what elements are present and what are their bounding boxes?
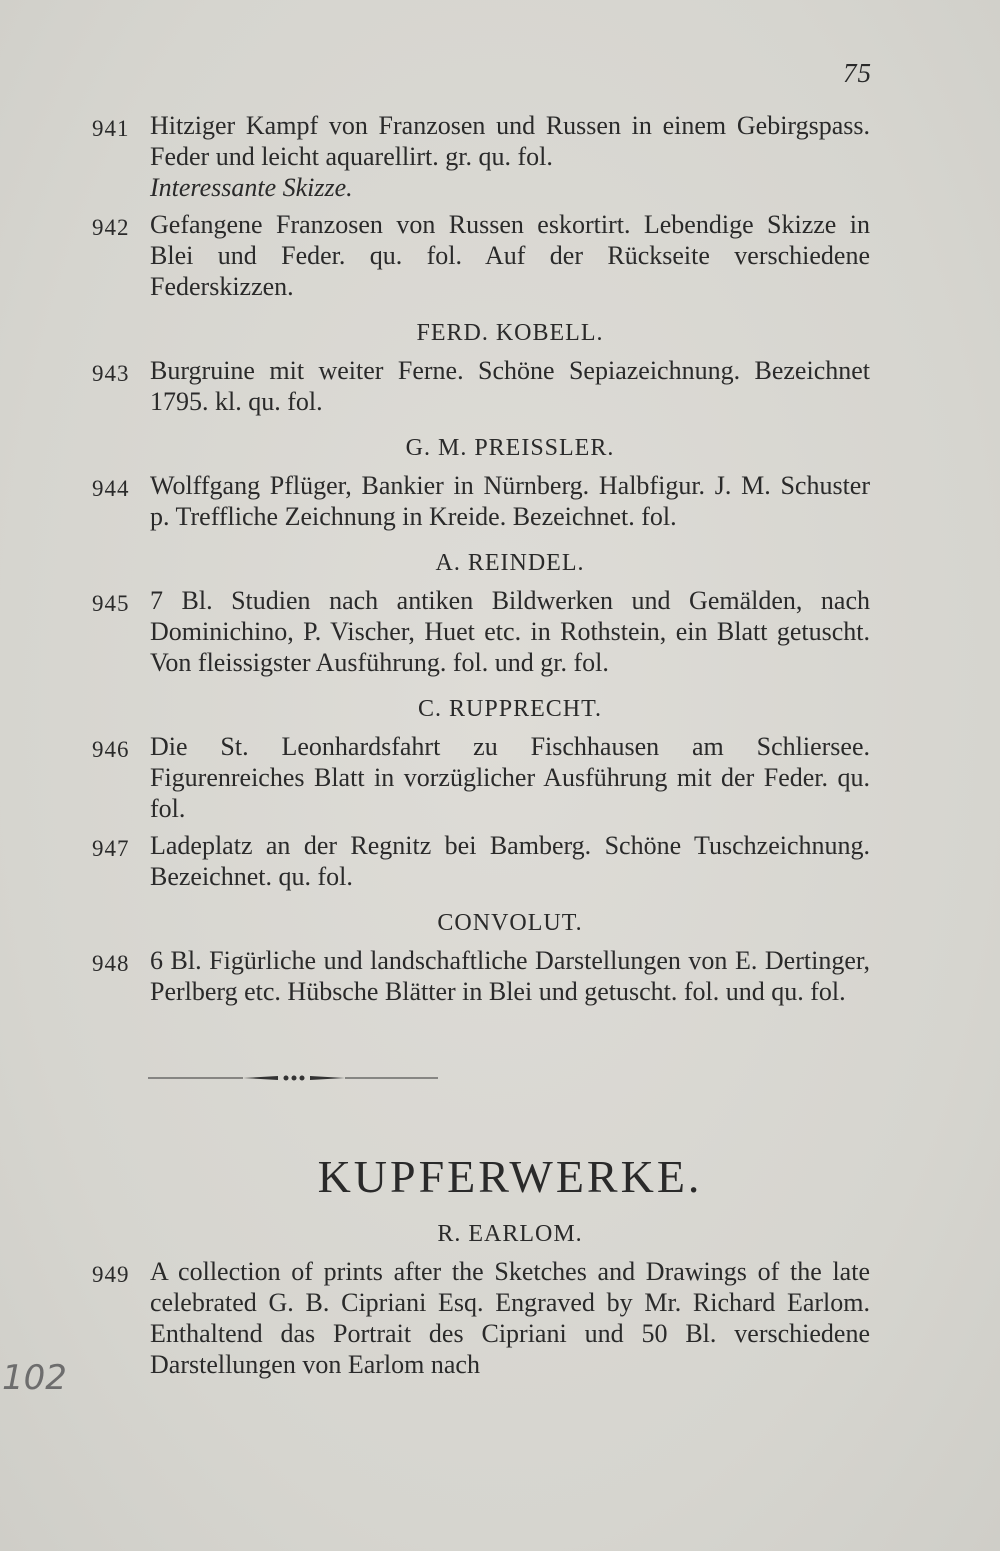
section-heading-earlom: R. EARLOM. (437, 1221, 583, 1247)
section-heading-kobell: FERD. KOBELL. (416, 320, 604, 346)
section-heading-convolut: CONVOLUT. (437, 910, 583, 936)
catalog-entry-947 (92, 830, 870, 892)
page-content (92, 110, 870, 1386)
entry-number: 942 (92, 215, 130, 240)
catalog-entry-945 (92, 585, 870, 678)
entry-text: 6 Bl. Figürliche und landschaftliche Darstellungen von E. Dertinger, Perlberg etc. Hübsche Blätter in Blei und getuscht. fol. und qu. fol. (150, 946, 870, 1006)
section-heading-reindel: A. REINDEL. (435, 550, 585, 576)
entry-note: Interessante Skizze. (150, 173, 353, 202)
entry-text: Wolffgang Pflüger, Bankier in Nürnberg. Halbfigur. J. M. Schuster p. Treffliche Zeichnung in Kreide. Bezeichnet. fol. (150, 471, 870, 531)
entry-text: Die St. Leonhardsfahrt zu Fischhausen am Schliersee. Figurenreiches Blatt in vorzüglicher Ausführung mit der Feder. qu. fol. (150, 732, 870, 823)
catalog-entry-944 (92, 470, 870, 532)
catalog-entry-948 (92, 945, 870, 1007)
entry-text: 7 Bl. Studien nach antiken Bildwerken und Gemälden, nach Dominichino, P. Vischer, Huet etc. in Rothstein, ein Blatt getuscht. Von fleissigster Ausführung. fol. und gr. fol. (150, 586, 870, 677)
entry-number: 944 (92, 476, 130, 501)
catalog-entry-946 (92, 731, 870, 824)
ornamental-divider (148, 1071, 438, 1085)
page-number: 75 (843, 58, 872, 88)
entry-number: 949 (92, 1262, 130, 1287)
catalog-entry-942 (92, 209, 870, 302)
main-heading: KUPFERWERKE. (317, 1151, 703, 1202)
entry-text (150, 110, 870, 203)
entry-number: 945 (92, 591, 130, 616)
section-heading-rupprecht: C. RUPPRECHT. (418, 696, 602, 722)
entry-text: A collection of prints after the Sketches and Drawings of the late celebrated G. B. Cipriani Esq. Engraved by Mr. Richard Earlom. Enthaltend das Portrait des Cipriani und 50 Bl. verschiedene Darstellungen von Earlom nach (150, 1257, 870, 1379)
entry-number: 946 (92, 737, 130, 762)
entry-text: Ladeplatz an der Regnitz bei Bamberg. Schöne Tuschzeichnung. Bezeichnet. qu. fol. (150, 831, 870, 891)
catalog-entry-949 (92, 1256, 870, 1380)
section-heading-preissler: G. M. PREISSLER. (405, 435, 615, 461)
handwritten-margin-note: 102 (2, 1358, 67, 1398)
entry-number: 941 (92, 116, 130, 141)
catalog-entry-941 (92, 110, 870, 203)
entry-number: 948 (92, 951, 130, 976)
entry-number: 947 (92, 836, 130, 861)
entry-text: Burgruine mit weiter Ferne. Schöne Sepiazeichnung. Bezeichnet 1795. kl. qu. fol. (150, 356, 870, 416)
entry-number: 943 (92, 361, 130, 386)
catalog-entry-943 (92, 355, 870, 417)
entry-description: Hitziger Kampf von Franzosen und Russen in einem Gebirgspass. Feder und leicht aquarellirt. gr. qu. fol. (150, 111, 870, 171)
entry-text: Gefangene Franzosen von Russen eskortirt. Lebendige Skizze in Blei und Feder. qu. fol. Auf der Rückseite verschiedene Federskizzen. (150, 210, 870, 301)
